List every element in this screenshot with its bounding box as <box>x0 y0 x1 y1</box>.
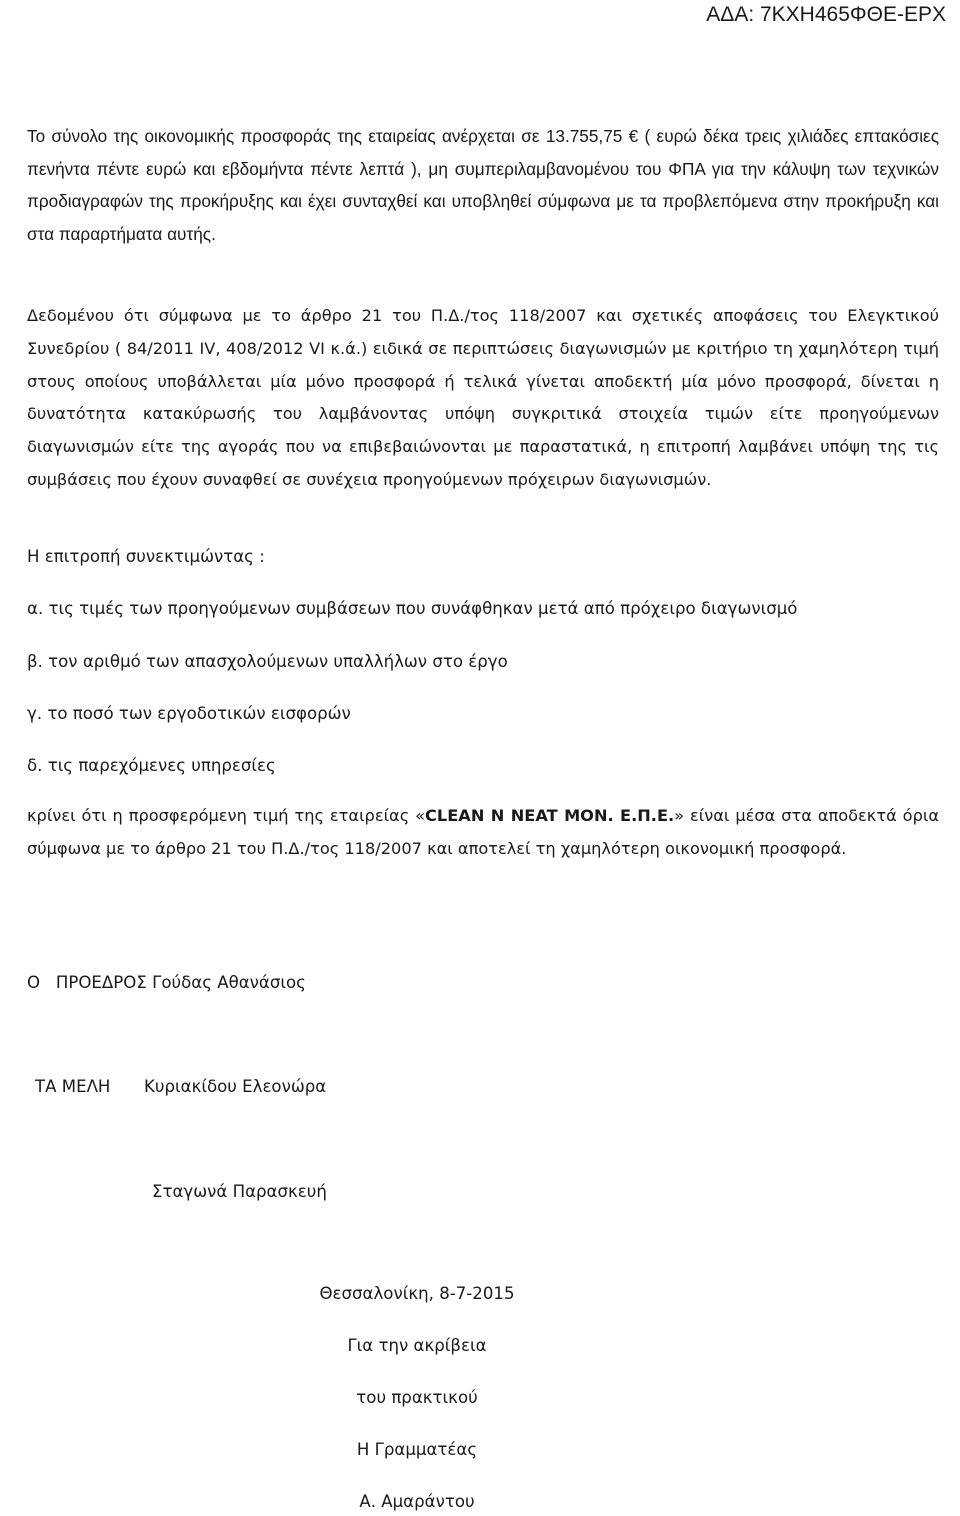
members-label: ΤΑ ΜΕΛΗ <box>35 1077 111 1096</box>
criteria-item-d: δ. τις παρεχόμενες υπηρεσίες <box>27 756 276 775</box>
conclusion-post: » είναι μέσα στα αποδεκτά όρια σύμφωνα με το άρθρο 21 του Π.Δ./τος 118/2007 και αποτελεί τη χαμηλότερη οικονομική προσφορά. <box>27 806 940 858</box>
offer-paragraph: Το σύνολο της οικονομικής προσφοράς της εταιρείας ανέρχεται σε 13.755,75 € ( ευρώ δέκα τρεις χιλιάδες επτακόσιες πενήντα πέντε ευρώ και εβδομήντα πέντε λεπτά ), μη συμπεριλαμβανομένου του ΦΠΑ για την κάλυψη των τεχνικών προδιαγραφών της προκήρυξης και έχει συνταχθεί και υποβληθεί σύμφωνα με τα προβλεπόμενα στην προκήρυξη και στα παραρτήματα αυτής. <box>27 126 939 244</box>
company-name: CLEAN N NEAT MON. Ε.Π.Ε. <box>425 806 675 825</box>
committee-intro: Η επιτροπή συνεκτιμώντας : <box>27 547 265 566</box>
ada-header: ΑΔΑ: 7ΚΧΗ465ΦΘΕ-ΕΡΧ <box>706 3 946 26</box>
legal-paragraph: Δεδομένου ότι σύμφωνα με το άρθρο 21 του Π.Δ./τος 118/2007 και σχετικές αποφάσεις του Ελεγκτικού Συνεδρίου ( 84/2011 IV, 408/2012 VI κ.ά.) ειδικά σε περιπτώσεις διαγωνισμών με κριτήριο τη χαμηλότερη τιμή στους οποίους υποβάλλεται μία μόνο προσφορά ή τελικά γίνεται αποδεκτή μία μόνο προσφορά, δίνεται η δυνατότητα κατακύρωσής του λαμβάνοντας υπόψη συγκριτικά στοιχεία τιμών είτε προηγούμενων διαγωνισμών είτε της αγοράς που να επιβεβαιώνονται με παραστατικά, η επιτροπή λαμβάνει υπόψη της τις συμβάσεις που έχουν συναφθεί σε συνέχεια προηγούμενων πρόχειρων διαγωνισμών. <box>27 306 939 489</box>
president-name: Γούδας Αθανάσιος <box>152 973 306 992</box>
president-label: Ο ΠΡΟΕΔΡΟΣ <box>27 973 147 992</box>
secretary-name: Α. Αμαράντου <box>359 1492 475 1511</box>
member-2-name: Σταγωνά Παρασκευή <box>152 1182 327 1201</box>
certification-line-1: Για την ακρίβεια <box>347 1336 487 1355</box>
conclusion-pre: κρίνει ότι η προσφερόμενη τιμή της εταιρείας « <box>27 806 426 825</box>
criteria-item-b: β. τον αριθμό των απασχολούμενων υπαλλήλων στο έργο <box>27 652 508 671</box>
secretary-title: Η Γραμματέας <box>356 1440 478 1459</box>
criteria-item-a: α. τις τιμές των προηγούμενων συμβάσεων που συνάφθηκαν μετά από πρόχειρο διαγωνισμό <box>27 599 798 618</box>
place-date: Θεσσαλονίκη, 8-7-2015 <box>319 1284 515 1303</box>
member-1-name: Κυριακίδου Ελεονώρα <box>144 1077 327 1096</box>
president-signature <box>27 971 306 995</box>
certification-line-2: του πρακτικού <box>356 1388 478 1407</box>
criteria-item-c: γ. το ποσό των εργοδοτικών εισφορών <box>27 704 351 723</box>
conclusion-paragraph <box>27 800 939 865</box>
